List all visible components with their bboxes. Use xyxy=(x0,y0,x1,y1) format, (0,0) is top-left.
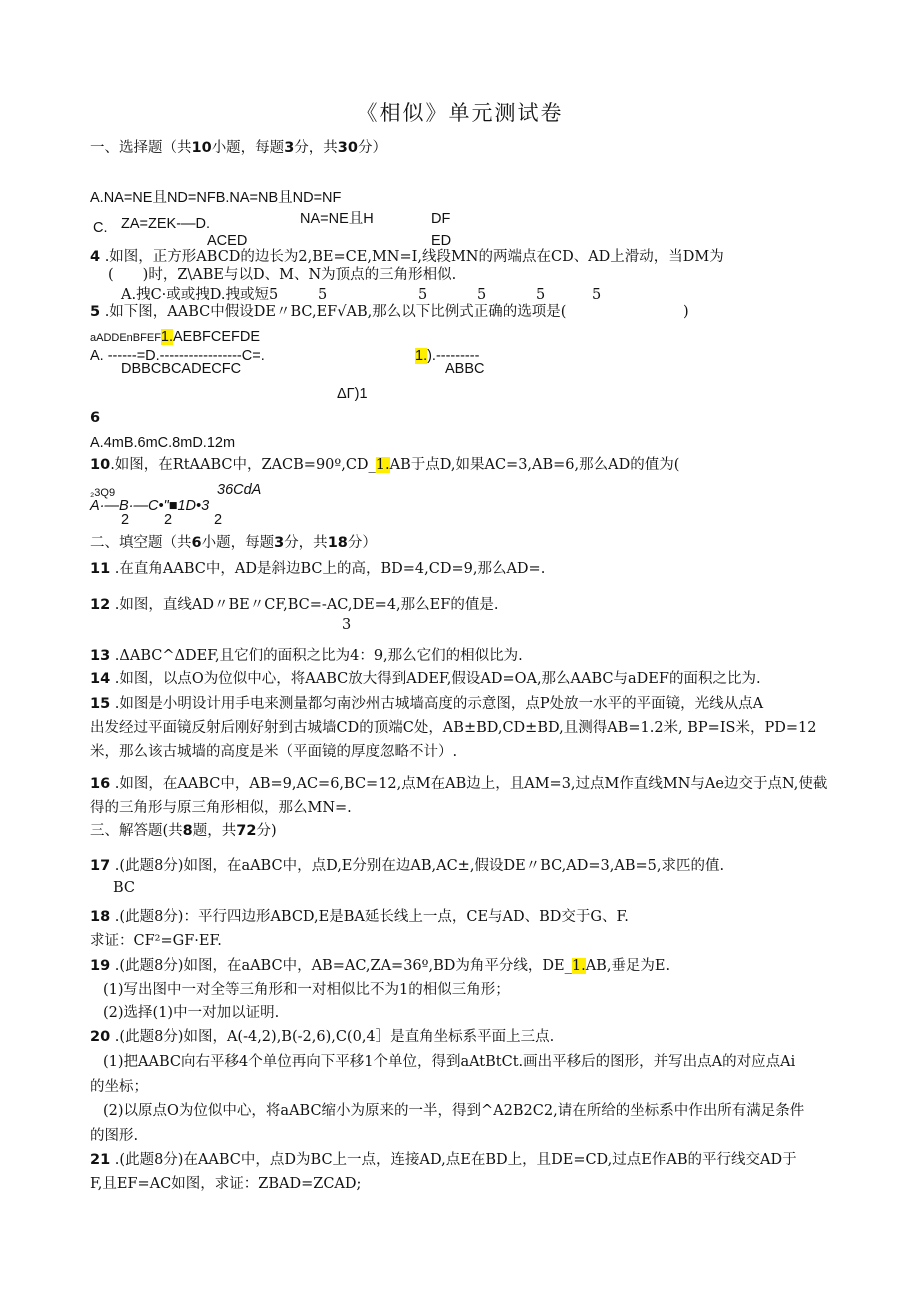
question-4-options: A.拽C·或或拽D.拽或短5 xyxy=(121,287,279,303)
question-19-part1: (1)写出图中一对全等三角形和一对相似比不为1的相似三角形； xyxy=(103,982,510,998)
question-15-line3: 米，那么该古城墙的高度是米（平面镜的厚度忽略不计）. xyxy=(90,744,458,760)
highlight: 1. xyxy=(571,958,586,974)
question-15: 15 .如图是小明设计用手电来测量都匀南沙州古城墙高度的示意图，点P处放一水平的平面镜，光线从点A xyxy=(90,696,764,712)
options-a-b: A.NA=NE且ND=NFB.NA=NB且ND=NF xyxy=(90,190,342,206)
denominator: 2 xyxy=(164,512,173,528)
question-10-fraction-top-b: 36CdA xyxy=(217,482,262,498)
question-21-line2: F,且EF=AC如图，求证：ZBAD=ZCAD; xyxy=(90,1176,362,1192)
question-18-line2: 求证：CF²=GF·EF. xyxy=(90,933,222,949)
question-20-part2: (2)以原点O为位似中心，将aABC缩小为原来的一半，得到^A2B2C2,请在所给的坐标系中作出所有满足条件 xyxy=(103,1103,805,1119)
fraction-numerator: DF xyxy=(431,211,451,227)
highlight: 1. xyxy=(160,329,174,345)
section-heading-fill: 二、填空题（共6小题，每题3分，共18分） xyxy=(90,535,377,551)
question-13: 13 .ΔABC^ΔDEF,且它们的面积之比为4：9,那么它们的相似比为. xyxy=(90,648,523,664)
fraction-denominator: ACED xyxy=(207,233,248,249)
denominator: 5 xyxy=(477,287,487,303)
highlight: 1. xyxy=(415,348,428,364)
question-15-line2: 出发经过平面镜反射后刚好射到古城墙CD的顶端C处，AB±BD,CD±BD,且测得AB=1.2米, BP=IS米，PD=12 xyxy=(90,720,817,736)
denominator: 5 xyxy=(318,287,328,303)
question-12: 12 .如图，直线AD〃BE〃CF,BC=-AC,DE=4,那么EF的值是. xyxy=(90,597,499,613)
denominator: 2 xyxy=(214,512,223,528)
question-5-options-line2: A. ------=D.-----------------C=. xyxy=(90,348,265,364)
question-16-line2: 得的三角形与原三角形相似，那么MN=. xyxy=(90,800,352,816)
question-5-options: aADDEnBFEF1.AEBFCEFDE xyxy=(90,329,261,345)
question-5: 5 .如下图，AABC中假设DE〃BC,EF√AB,那么以下比例式正确的选项是( xyxy=(90,304,567,320)
question-20-part1: (1)把AABC向右平移4个单位再向下平移1个单位，得到aAtBtCt.画出平移后的图形，并写出点A的对应点Ai xyxy=(103,1054,796,1070)
page-title: 《相似》单元测试卷 xyxy=(356,101,564,125)
question-19-part2: (2)选择(1)中一对加以证明. xyxy=(103,1005,280,1021)
question-6-options: A.4mB.6mC.8mD.12m xyxy=(90,435,236,451)
denominator: 5 xyxy=(536,287,546,303)
fraction-denominator-2: ED xyxy=(431,233,452,249)
fragment-text: ΔΓ)1 xyxy=(337,386,368,402)
question-14: 14 .如图，以点O为位似中心，将AABC放大得到ADEF,假设AD=OA,那么AABC与aDEF的面积之比为. xyxy=(90,671,761,687)
options-c-label: C. xyxy=(93,220,108,236)
question-5-denominators: DBBCBCADECFC xyxy=(121,361,242,377)
question-11: 11 .在直角AABC中，AD是斜边BC上的高，BD=4,CD=9,那么AD=. xyxy=(90,561,546,577)
question-5-options-line2b: 1.).--------- xyxy=(415,348,480,364)
question-21: 21 .(此题8分)在AABC中，点D为BC上一点，连接AD,点E在BD上，且DE=CD,过点E作AB的平行线交AD于 xyxy=(90,1152,797,1168)
question-6-number: 6 xyxy=(90,410,101,426)
question-4-line2: ( )时，Z\ABE与以D、M、N为顶点的三角形相似. xyxy=(108,267,457,283)
question-20-part2-cont: 的图形. xyxy=(90,1128,139,1144)
question-10-fraction-top: ₂3Q9 xyxy=(90,487,116,499)
question-10: 10.如图，在RtAABC中，ZACB=90º,CD_1.AB于点D,如果AC=3,AB=6,那么AD的值为( xyxy=(90,457,680,473)
options-d-text: NA=NE且H xyxy=(300,211,374,227)
question-20-part1-cont: 的坐标； xyxy=(90,1079,148,1095)
question-17-denominator: BC xyxy=(113,880,136,896)
question-4: 4 .如图，正方形ABCD的边长为2,BE=CE,MN=I,线段MN的两端点在CD、AD上滑动，当DM为 xyxy=(90,249,724,265)
question-16: 16 .如图，在AABC中，AB=9,AC=6,BC=12,点M在AB边上，且AM=3,过点M作直线MN与Ae边交于点N,使截 xyxy=(90,776,828,792)
question-20: 20 .(此题8分)如图，A(-4,2),B(-2,6),C(0,4］是直角坐标系平面上三点. xyxy=(90,1029,555,1045)
section-heading-answer: 三、解答题(共8题，共72分) xyxy=(90,823,277,839)
denominator: 5 xyxy=(418,287,428,303)
question-17: 17 .(此题8分)如图，在aABC中，点D,E分别在边AB,AC±,假设DE〃BC,AD=3,AB=5,求匹的值. xyxy=(90,858,725,874)
question-19: 19 .(此题8分)如图，在aABC中，AB=AC,ZA=36º,BD为角平分线，DE_1.AB,垂足为E. xyxy=(90,958,671,974)
question-10-options: A·—B·—C•"■1D•3 xyxy=(90,498,210,514)
question-5-denominators-b: ABBC xyxy=(445,361,485,377)
question-5-close: ) xyxy=(683,304,689,320)
question-12-denominator: 3 xyxy=(342,617,352,633)
section-heading-choice: 一、选择题（共10小题，每题3分，共30分） xyxy=(90,140,387,156)
denominator: 5 xyxy=(592,287,602,303)
question-18: 18 .(此题8分)：平行四边形ABCD,E是BA延长线上一点，CE与AD、BD交于G、F. xyxy=(90,909,629,925)
highlight: 1. xyxy=(375,457,390,473)
options-c-text: ZA=ZEK-—D. xyxy=(121,216,211,232)
denominator: 2 xyxy=(121,512,130,528)
